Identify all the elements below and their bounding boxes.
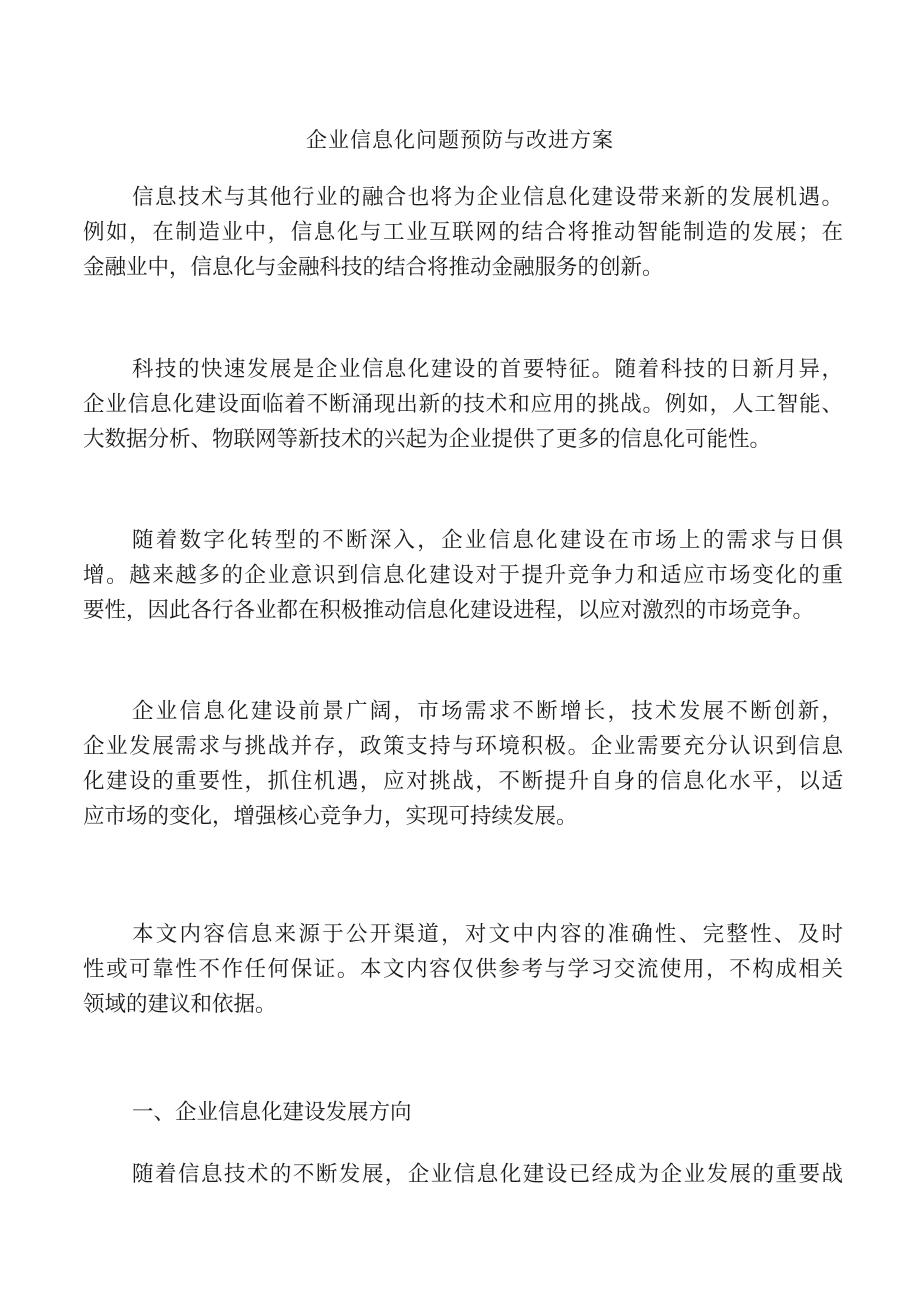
paragraph bbox=[83, 695, 843, 834]
paragraph bbox=[83, 918, 843, 1022]
paragraph-line: 领域的建议和依据。 bbox=[83, 992, 277, 1017]
paragraph-line: 信息技术与其他行业的融合也将为企业信息化建设带来新的发展机遇。 bbox=[132, 185, 843, 210]
paragraph-line: 化建设的重要性，抓住机遇，应对挑战，不断提升自身的信息化水平，以适 bbox=[83, 769, 843, 794]
paragraph bbox=[83, 353, 843, 457]
paragraph-line: 科技的快速发展是企业信息化建设的首要特征。随着科技的日新月异， bbox=[132, 357, 843, 382]
paragraph bbox=[83, 181, 843, 285]
paragraph-line: 随着信息技术的不断发展，企业信息化建设已经成为企业发展的重要战 bbox=[132, 1162, 843, 1187]
paragraph-line: 大数据分析、物联网等新技术的兴起为企业提供了更多的信息化可能性。 bbox=[83, 427, 772, 452]
paragraph-line: 增。越来越多的企业意识到信息化建设对于提升竞争力和适应市场变化的重 bbox=[83, 563, 843, 588]
paragraph-line: 要性，因此各行各业都在积极推动信息化建设进程，以应对激烈的市场竞争。 bbox=[83, 598, 815, 623]
paragraph-line: 企业发展需求与挑战并存，政策支持与环境积极。企业需要充分认识到信息 bbox=[83, 734, 843, 759]
paragraph-line: 企业信息化建设前景广阔，市场需求不断增长，技术发展不断创新， bbox=[132, 699, 843, 724]
paragraph bbox=[83, 1158, 843, 1192]
paragraph-line: 金融业中，信息化与金融科技的结合将推动金融服务的创新。 bbox=[83, 255, 664, 280]
paragraph-line: 应市场的变化，增强核心竞争力，实现可持续发展。 bbox=[83, 804, 578, 829]
paragraph-line: 企业信息化建设面临着不断涌现出新的技术和应用的挑战。例如，人工智能、 bbox=[83, 392, 843, 417]
paragraph-line: 例如，在制造业中，信息化与工业互联网的结合将推动智能制造的发展；在 bbox=[83, 220, 843, 245]
paragraph bbox=[83, 524, 843, 628]
paragraph-line: 性或可靠性不作任何保证。本文内容仅供参考与学习交流使用，不构成相关 bbox=[83, 957, 843, 982]
paragraph-line: 本文内容信息来源于公开渠道，对文中内容的准确性、完整性、及时 bbox=[132, 922, 843, 947]
paragraph-line: 随着数字化转型的不断深入，企业信息化建设在市场上的需求与日俱 bbox=[132, 528, 843, 553]
document-title: 企业信息化问题预防与改进方案 bbox=[306, 128, 614, 152]
section-heading: 一、企业信息化建设发展方向 bbox=[132, 1100, 412, 1125]
